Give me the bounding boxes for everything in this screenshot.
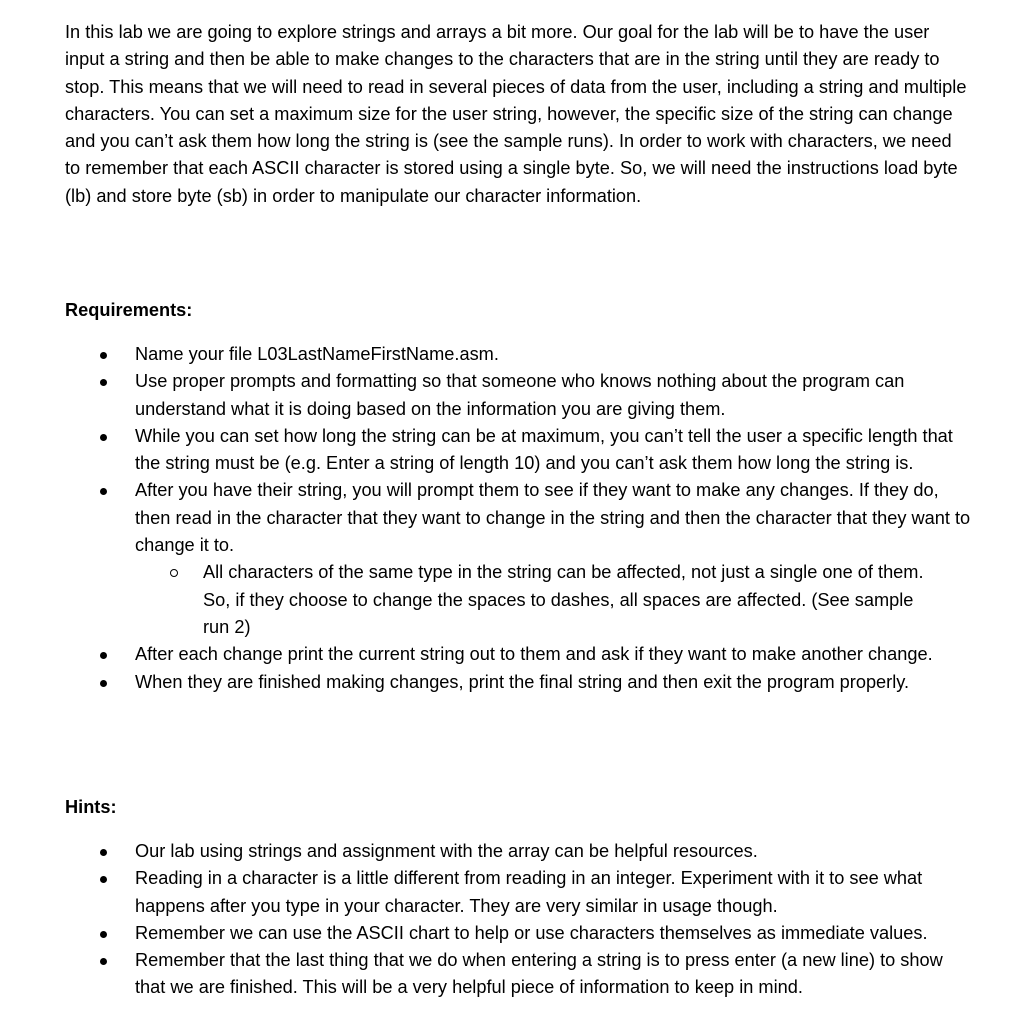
- bullet-icon: [100, 876, 107, 883]
- list-item: [0, 838, 975, 865]
- requirement-text: When they are finished making changes, print the final string and then exit the program properly.: [135, 671, 910, 692]
- list-item: [0, 669, 975, 696]
- list-item: [0, 947, 975, 1002]
- sub-requirement-text: All characters of the same type in the string can be affected, not just a single one of them. So, if they choose to change the spaces to dashes, all spaces are affected. (See sample run 2): [203, 562, 924, 637]
- requirement-text: While you can set how long the string can be at maximum, you can’t tell the user a specific length that the string must be (e.g. Enter a string of length 10) and you can’t ask them how long the string is.: [135, 425, 953, 474]
- list-item: [0, 920, 975, 947]
- hints-heading: Hints:: [65, 797, 117, 817]
- sub-list-item: [0, 559, 943, 641]
- list-item: [0, 641, 975, 668]
- sub-list: [135, 559, 975, 641]
- requirement-text: After each change print the current string out to them and ask if they want to make another change.: [135, 644, 933, 665]
- intro-paragraph: In this lab we are going to explore strings and arrays a bit more. Our goal for the lab will be to have the user input a string and then be able to make changes to the characters that are in the string until they are ready to stop. This means that we will need to read in several pieces of data from the user, including a string and multiple characters. You can set a maximum size for the user string, however, the specific size of the string can change and you can’t ask them how long the string is (see the sample runs). In order to work with characters, we need to remember that each ASCII character is stored using a single byte. So, we will need the instructions load byte (lb) and store byte (sb) in order to manipulate our character information.: [65, 22, 967, 206]
- list-item: [0, 368, 975, 423]
- bullet-icon: [100, 958, 107, 965]
- requirement-text: Use proper prompts and formatting so that someone who knows nothing about the program can understand what it is doing based on the information you are giving them.: [135, 371, 905, 419]
- requirement-text: Name your file L03LastNameFirstName.asm.: [135, 344, 499, 364]
- requirements-list: [0, 341, 975, 696]
- list-item: [0, 423, 975, 478]
- hint-text: Remember that the last thing that we do when entering a string is to press enter (a new line) to show that we are finished. This will be a very helpful piece of information to keep in mind.: [135, 950, 943, 998]
- hints-list: [0, 838, 975, 1002]
- hint-text: Our lab using strings and assignment with the array can be helpful resources.: [135, 841, 758, 861]
- bullet-icon: [100, 849, 107, 856]
- hollow-bullet-icon: [170, 569, 178, 577]
- list-item: [0, 865, 975, 920]
- bullet-icon: [100, 488, 107, 495]
- requirement-text: After you have their string, you will prompt them to see if they want to make any changes. If they do, then read in the character that they want to change in the string and then the character that they want to change it to.: [135, 480, 971, 556]
- hint-text: Reading in a character is a little different from reading in an integer. Experiment with it to see what happens after you type in your character. They are very similar in usage though.: [135, 868, 923, 916]
- list-item: [0, 341, 975, 368]
- bullet-icon: [100, 931, 107, 938]
- bullet-icon: [100, 434, 107, 441]
- bullet-icon: [100, 680, 107, 687]
- bullet-icon: [100, 379, 107, 386]
- bullet-icon: [100, 352, 107, 359]
- hint-text: Remember we can use the ASCII chart to help or use characters themselves as immediate values.: [135, 922, 928, 943]
- requirements-heading: Requirements:: [65, 300, 193, 320]
- bullet-icon: [100, 652, 107, 659]
- list-item: [0, 477, 975, 641]
